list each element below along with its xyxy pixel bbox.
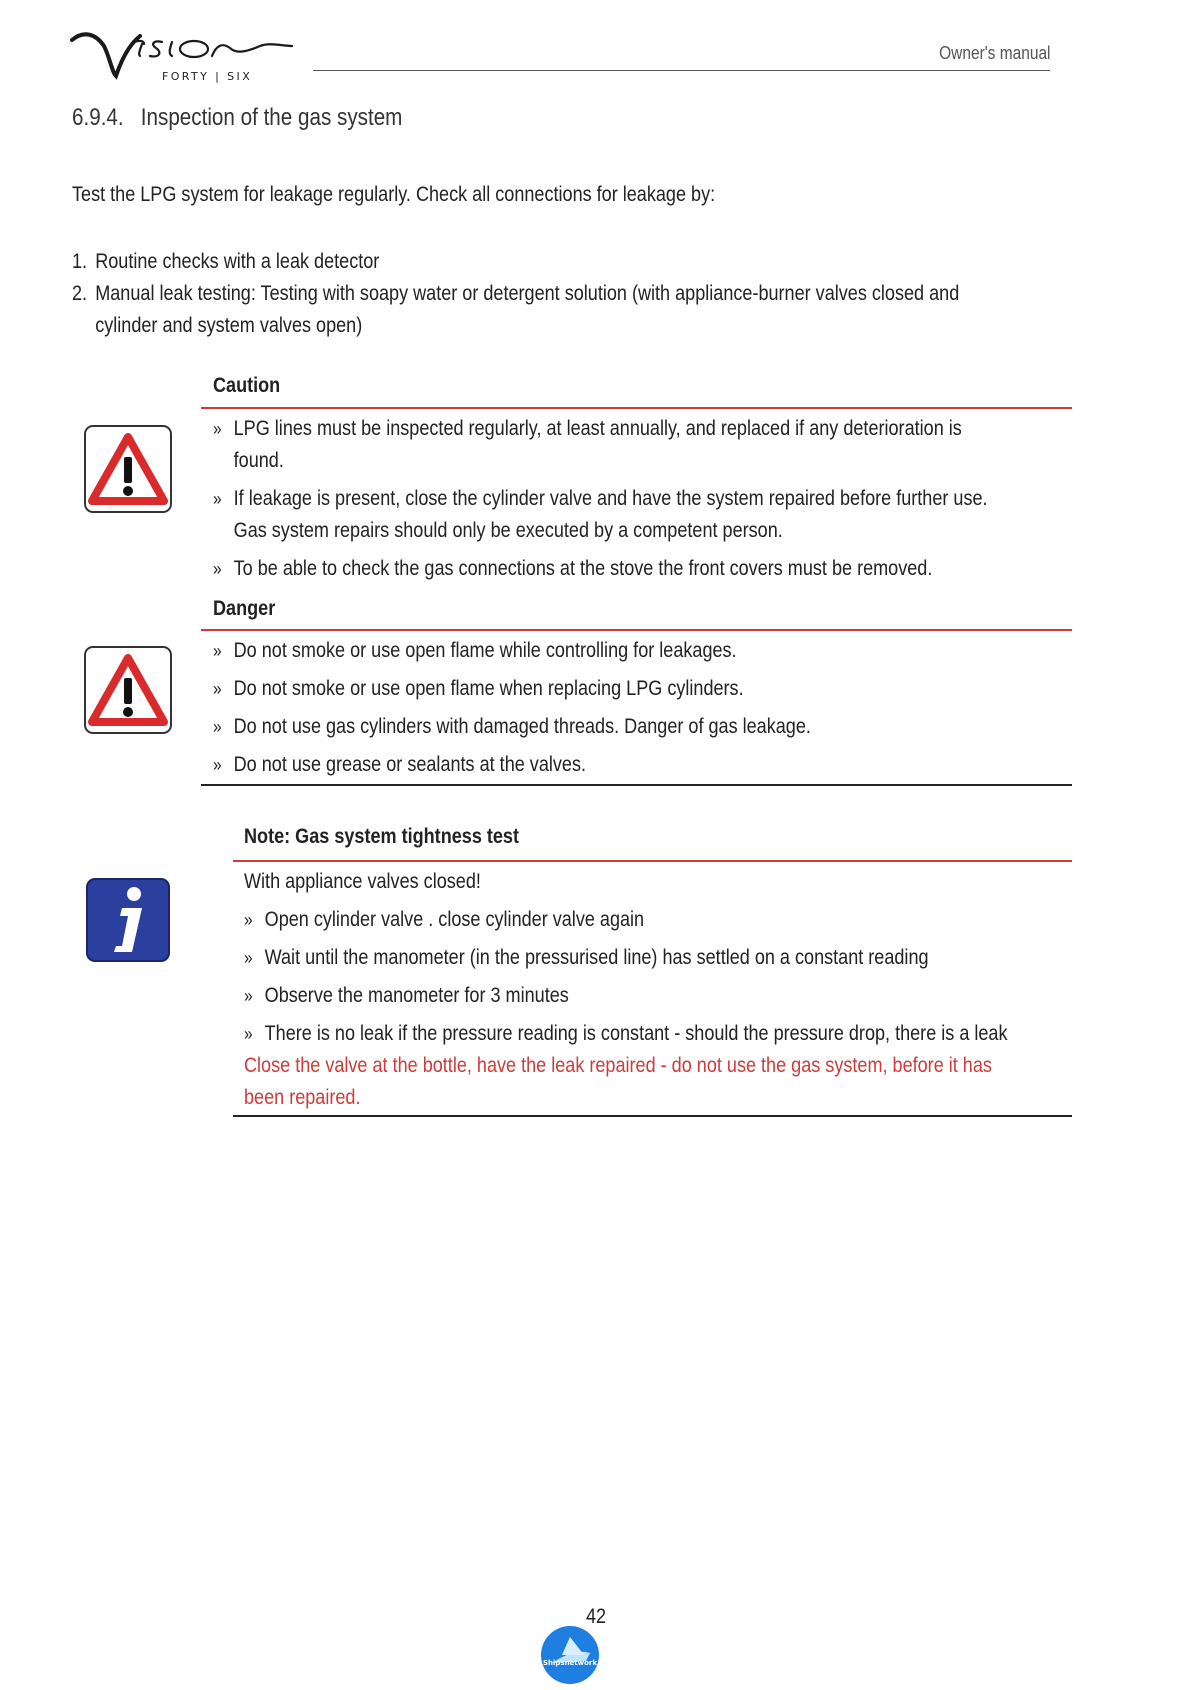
bullet-text: There is no leak if the pressure reading is constant - should the pressure drop, there is a leak <box>264 1022 1008 1045</box>
bullet-text: Do not use gas cylinders with damaged threads. Danger of gas leakage. <box>233 715 811 738</box>
intro-paragraph: Test the LPG system for leakage regularly. Check all connections for leakage by: <box>72 183 716 206</box>
bullet-text: Do not smoke or use open flame when replacing LPG cylinders. <box>233 677 744 700</box>
caution-title: Caution <box>213 374 281 397</box>
caution-bullets <box>213 413 1073 591</box>
list-item <box>213 635 1073 667</box>
header-divider <box>313 70 1050 71</box>
bullet-mark: » <box>213 419 222 439</box>
list-item <box>213 673 1073 705</box>
note-bottom-divider <box>233 1115 1072 1117</box>
caution-divider <box>201 407 1072 409</box>
bullet-mark: » <box>213 717 222 737</box>
step-text: Routine checks with a leak detector <box>95 250 380 273</box>
bullet-mark: » <box>213 641 222 661</box>
section-number: 6.9.4. <box>72 104 124 131</box>
bullet-mark: » <box>213 559 222 579</box>
step-text-continued: cylinder and system valves open) <box>95 314 363 337</box>
bullet-text: Open cylinder valve . close cylinder valve again <box>264 908 645 931</box>
bullet-text: Observe the manometer for 3 minutes <box>264 984 569 1007</box>
bullet-text: Wait until the manometer (in the pressurised line) has settled on a constant reading <box>264 946 929 969</box>
list-item <box>213 749 1073 781</box>
bullet-text: LPG lines must be inspected regularly, at least annually, and replaced if any deterioration is <box>233 417 962 440</box>
bullet-mark: » <box>213 679 222 699</box>
document-title: Owner's manual <box>938 43 1050 63</box>
info-icon <box>84 876 172 964</box>
note-warning-text-continued: been repaired. <box>244 1086 361 1109</box>
warning-triangle-icon <box>84 646 172 734</box>
section-title: Inspection of the gas system <box>140 104 403 131</box>
bullet-mark: » <box>244 1024 253 1044</box>
step-number: 1. <box>72 250 88 273</box>
list-item <box>244 904 1104 936</box>
watermark-text: Shipsnetwork <box>542 1659 598 1667</box>
danger-bullets <box>213 635 1073 787</box>
list-item <box>244 980 1104 1012</box>
page-number: 42 <box>586 1605 607 1628</box>
danger-title: Danger <box>213 597 276 620</box>
list-item <box>72 278 960 342</box>
step-number: 2. <box>72 282 88 305</box>
danger-bottom-divider <box>201 784 1072 786</box>
note-content <box>244 866 1104 1120</box>
list-item <box>213 711 1073 743</box>
note-divider <box>233 860 1072 862</box>
bullet-text-continued: Gas system repairs should only be executed by a competent person. <box>233 519 783 542</box>
bullet-text: Do not use grease or sealants at the valves. <box>233 753 587 776</box>
danger-divider <box>201 629 1072 631</box>
list-item <box>72 246 932 278</box>
brand-logo <box>70 28 315 88</box>
list-item <box>244 942 1104 974</box>
steps-list <box>72 246 960 342</box>
bullet-mark: » <box>244 986 253 1006</box>
list-item <box>213 483 1073 547</box>
bullet-text: If leakage is present, close the cylinder valve and have the system repaired before further use. <box>233 487 988 510</box>
list-item <box>244 1018 1104 1050</box>
section-heading <box>72 104 402 132</box>
note-title: Note: Gas system tightness test <box>244 825 519 848</box>
step-text: Manual leak testing: Testing with soapy water or detergent solution (with appliance-burner valves closed and <box>95 282 960 305</box>
bullet-text: To be able to check the gas connections at the stove the front covers must be removed. <box>233 557 933 580</box>
bullet-text: Do not smoke or use open flame while controlling for leakages. <box>233 639 737 662</box>
bullet-mark: » <box>213 755 222 775</box>
bullet-mark: » <box>244 910 253 930</box>
bullet-mark: » <box>213 489 222 509</box>
bullet-mark: » <box>244 948 253 968</box>
bullet-text-continued: found. <box>233 449 284 472</box>
list-item <box>213 413 1073 477</box>
list-item <box>213 553 1073 585</box>
note-subtitle: With appliance valves closed! <box>244 870 481 893</box>
watermark-logo <box>540 1625 600 1685</box>
warning-triangle-icon <box>84 425 172 513</box>
logo-subtext: FORTY | SIX <box>162 70 253 83</box>
note-warning-text: Close the valve at the bottle, have the leak repaired - do not use the gas system, before it has <box>244 1054 992 1077</box>
